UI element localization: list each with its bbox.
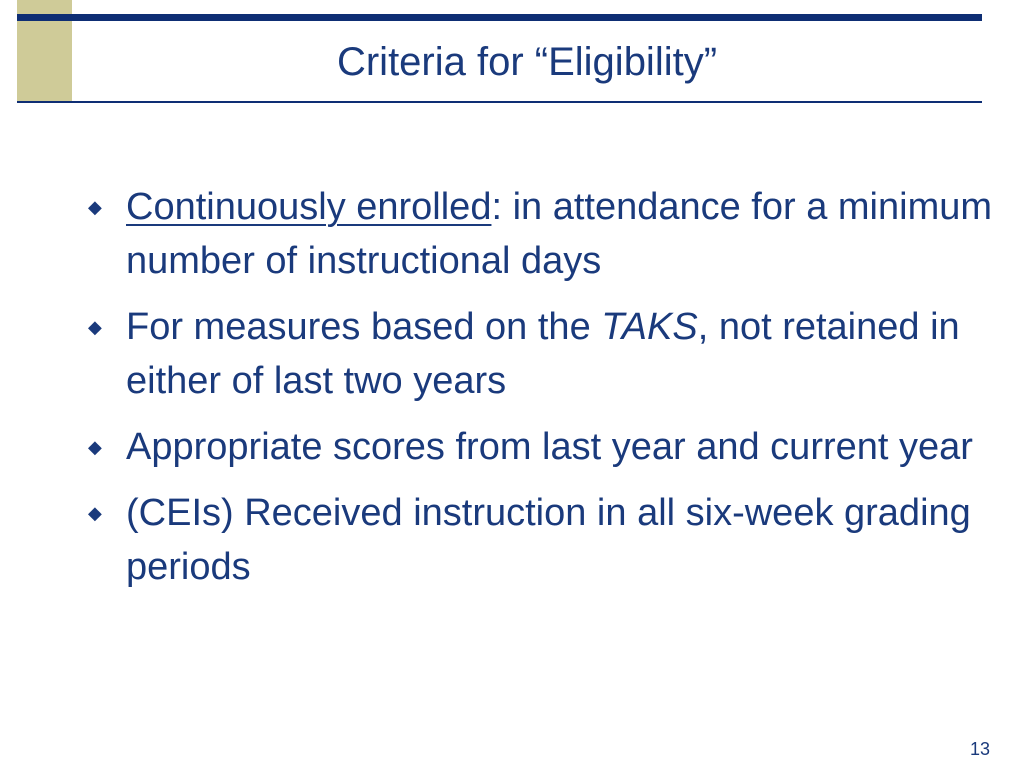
title-underline-rule	[17, 101, 982, 103]
bullet-term: Continuously enrolled	[126, 186, 492, 228]
bullet-text	[126, 300, 998, 408]
bullet-text	[126, 180, 998, 288]
top-rule	[17, 14, 982, 21]
bullet-text-before: For measures based on the	[126, 306, 602, 348]
bullet-item-taks-measures	[88, 300, 998, 408]
bullet-item-ceis-instruction	[88, 486, 998, 594]
diamond-bullet-icon: ◆	[88, 317, 102, 337]
diamond-bullet-icon: ◆	[88, 197, 102, 217]
slide-title: Criteria for “Eligibility”	[336, 40, 718, 84]
bullet-text: (CEIs) Received instruction in all six-week grading periods	[126, 492, 971, 588]
bullet-text-after: , not retained in either of last two years	[126, 306, 960, 402]
bullet-list	[88, 180, 998, 606]
bullet-text: Appropriate scores from last year and current year	[126, 426, 973, 468]
bullet-item-appropriate-scores	[88, 420, 998, 474]
diamond-bullet-icon: ◆	[88, 503, 102, 523]
bullet-item-continuously-enrolled	[88, 180, 998, 288]
bullet-emphasis: TAKS	[601, 306, 698, 348]
page-number: 13	[969, 739, 990, 759]
diamond-bullet-icon: ◆	[88, 437, 102, 457]
bullet-definition: : in attendance for a minimum number of instructional days	[126, 186, 993, 282]
